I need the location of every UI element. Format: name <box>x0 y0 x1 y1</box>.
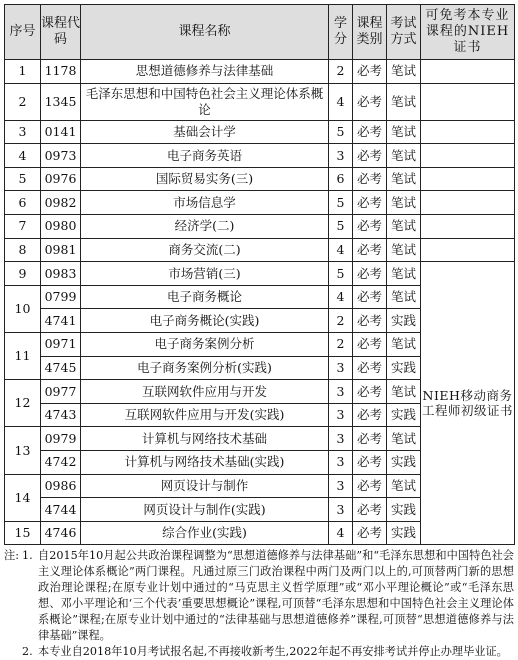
seq-cell: 12 <box>5 380 41 427</box>
name-cell: 电子商务案例分析 <box>81 332 329 356</box>
category-cell: 必考 <box>353 262 387 286</box>
code-cell: 1345 <box>41 83 81 120</box>
name-cell: 毛泽东思想和中国特色社会主义理论体系概论 <box>81 83 329 120</box>
name-cell: 计算机与网络技术基础 <box>81 427 329 451</box>
seq-cell: 8 <box>5 238 41 262</box>
header-category: 课程类别 <box>353 5 387 60</box>
category-cell: 必考 <box>353 450 387 474</box>
name-cell: 计算机与网络技术基础(实践) <box>81 450 329 474</box>
seq-cell: 6 <box>5 191 41 215</box>
table-row <box>5 83 515 120</box>
category-cell: 必考 <box>353 332 387 356</box>
exam-cell: 笔试 <box>387 332 421 356</box>
header-cert: 可免考本专业课程的NIEH证书 <box>421 5 515 60</box>
exam-cell: 实践 <box>387 309 421 333</box>
credit-cell: 3 <box>329 427 353 451</box>
code-cell: 0981 <box>41 238 81 262</box>
code-cell: 4741 <box>41 309 81 333</box>
table-row <box>5 120 515 144</box>
code-cell: 0980 <box>41 214 81 238</box>
credit-cell: 5 <box>329 262 353 286</box>
note-number: 1. <box>22 549 33 562</box>
exam-cell: 笔试 <box>387 83 421 120</box>
cert-cell: NIEH移动商务工程师初级证书 <box>421 262 515 545</box>
note-item <box>4 548 514 644</box>
note-text: 本专业自2018年10月考试报名起,不再接收新考生,2022年起不再安排考试并停止办理毕业证。 <box>38 645 508 658</box>
exam-cell: 笔试 <box>387 262 421 286</box>
name-cell: 市场信息学 <box>81 191 329 215</box>
category-cell: 必考 <box>353 474 387 498</box>
name-cell: 电子商务概论 <box>81 285 329 309</box>
cert-cell-empty <box>421 83 515 120</box>
credit-cell: 2 <box>329 332 353 356</box>
category-cell: 必考 <box>353 214 387 238</box>
seq-cell: 2 <box>5 83 41 120</box>
credit-cell: 4 <box>329 238 353 262</box>
table-row <box>5 214 515 238</box>
code-cell: 0141 <box>41 120 81 144</box>
note-text: 自2015年10月起公共政治课程调整为“思想道德修养与法律基础”和“毛泽东思想和中国特色社会主义理论体系概论”两门课程。凡通过原三门政治课程中两门及两门以上的,可顶替两门新的思想政治理论课程;在原专业计划中通过的“马克思主义哲学原理”或“邓小平理论概论”或“毛泽东思想、邓小平理论和‘三个代表’重要思想概论”课程,可顶替“毛泽东思想和中国特色社会主义理论体系概论”课程;在原专业计划中通过的“法律基础与思想道德修养”课程,可顶替“思想道德修养与法律基础”课程。 <box>38 549 514 642</box>
credit-cell: 3 <box>329 474 353 498</box>
note-item <box>4 644 514 660</box>
cert-cell-empty <box>421 120 515 144</box>
code-cell: 4745 <box>41 356 81 380</box>
credit-cell: 4 <box>329 83 353 120</box>
exam-cell: 笔试 <box>387 474 421 498</box>
category-cell: 必考 <box>353 120 387 144</box>
seq-cell: 1 <box>5 60 41 84</box>
category-cell: 必考 <box>353 60 387 84</box>
category-cell: 必考 <box>353 144 387 168</box>
seq-cell: 15 <box>5 521 41 545</box>
name-cell: 商务交流(二) <box>81 238 329 262</box>
code-cell: 0799 <box>41 285 81 309</box>
cert-cell-empty <box>421 191 515 215</box>
exam-cell: 实践 <box>387 403 421 427</box>
code-cell: 0971 <box>41 332 81 356</box>
category-cell: 必考 <box>353 498 387 522</box>
code-cell: 0976 <box>41 167 81 191</box>
name-cell: 互联网软件应用与开发(实践) <box>81 403 329 427</box>
seq-cell: 7 <box>5 214 41 238</box>
cert-cell-empty <box>421 60 515 84</box>
credit-cell: 5 <box>329 191 353 215</box>
seq-cell: 4 <box>5 144 41 168</box>
exam-cell: 实践 <box>387 498 421 522</box>
table-row <box>5 191 515 215</box>
seq-cell: 10 <box>5 285 41 332</box>
exam-cell: 实践 <box>387 356 421 380</box>
credit-cell: 4 <box>329 285 353 309</box>
name-cell: 国际贸易实务(三) <box>81 167 329 191</box>
header-code: 课程代码 <box>41 5 81 60</box>
header-seq: 序号 <box>5 5 41 60</box>
course-table <box>4 4 515 545</box>
exam-cell: 笔试 <box>387 191 421 215</box>
code-cell: 4743 <box>41 403 81 427</box>
header-name: 课程名称 <box>81 5 329 60</box>
category-cell: 必考 <box>353 380 387 404</box>
category-cell: 必考 <box>353 191 387 215</box>
exam-cell: 笔试 <box>387 120 421 144</box>
credit-cell: 3 <box>329 144 353 168</box>
table-row <box>5 167 515 191</box>
code-cell: 4746 <box>41 521 81 545</box>
credit-cell: 4 <box>329 521 353 545</box>
exam-cell: 笔试 <box>387 427 421 451</box>
code-cell: 4742 <box>41 450 81 474</box>
exam-cell: 笔试 <box>387 144 421 168</box>
credit-cell: 5 <box>329 214 353 238</box>
exam-cell: 笔试 <box>387 167 421 191</box>
name-cell: 电子商务英语 <box>81 144 329 168</box>
credit-cell: 5 <box>329 120 353 144</box>
name-cell: 经济学(二) <box>81 214 329 238</box>
name-cell: 互联网软件应用与开发 <box>81 380 329 404</box>
seq-cell: 14 <box>5 474 41 521</box>
exam-cell: 实践 <box>387 450 421 474</box>
category-cell: 必考 <box>353 521 387 545</box>
code-cell: 1178 <box>41 60 81 84</box>
exam-cell: 笔试 <box>387 238 421 262</box>
exam-cell: 实践 <box>387 521 421 545</box>
exam-cell: 笔试 <box>387 285 421 309</box>
table-row <box>5 238 515 262</box>
seq-cell: 13 <box>5 427 41 474</box>
name-cell: 基础会计学 <box>81 120 329 144</box>
credit-cell: 3 <box>329 403 353 427</box>
category-cell: 必考 <box>353 238 387 262</box>
note-number: 2. <box>22 645 33 658</box>
category-cell: 必考 <box>353 167 387 191</box>
credit-cell: 3 <box>329 450 353 474</box>
code-cell: 0982 <box>41 191 81 215</box>
code-cell: 0979 <box>41 427 81 451</box>
category-cell: 必考 <box>353 356 387 380</box>
name-cell: 思想道德修养与法律基础 <box>81 60 329 84</box>
credit-cell: 3 <box>329 498 353 522</box>
category-cell: 必考 <box>353 83 387 120</box>
name-cell: 综合作业(实践) <box>81 521 329 545</box>
notes <box>4 548 514 660</box>
category-cell: 必考 <box>353 309 387 333</box>
credit-cell: 2 <box>329 309 353 333</box>
table-row <box>5 262 515 286</box>
seq-cell: 3 <box>5 120 41 144</box>
exam-cell: 笔试 <box>387 214 421 238</box>
category-cell: 必考 <box>353 285 387 309</box>
code-cell: 0973 <box>41 144 81 168</box>
credit-cell: 3 <box>329 356 353 380</box>
exam-cell: 笔试 <box>387 380 421 404</box>
header-exam: 考试方式 <box>387 5 421 60</box>
code-cell: 0986 <box>41 474 81 498</box>
credit-cell: 3 <box>329 380 353 404</box>
name-cell: 市场营销(三) <box>81 262 329 286</box>
cert-cell-empty <box>421 238 515 262</box>
name-cell: 网页设计与制作 <box>81 474 329 498</box>
category-cell: 必考 <box>353 427 387 451</box>
header-credit: 学分 <box>329 5 353 60</box>
code-cell: 0977 <box>41 380 81 404</box>
credit-cell: 6 <box>329 167 353 191</box>
credit-cell: 2 <box>329 60 353 84</box>
seq-cell: 9 <box>5 262 41 286</box>
name-cell: 电子商务概论(实践) <box>81 309 329 333</box>
cert-cell-empty <box>421 214 515 238</box>
name-cell: 电子商务案例分析(实践) <box>81 356 329 380</box>
code-cell: 0983 <box>41 262 81 286</box>
exam-cell: 笔试 <box>387 60 421 84</box>
cert-cell-empty <box>421 167 515 191</box>
name-cell: 网页设计与制作(实践) <box>81 498 329 522</box>
table-row <box>5 60 515 84</box>
table-header-row <box>5 5 515 60</box>
seq-cell: 11 <box>5 332 41 379</box>
category-cell: 必考 <box>353 403 387 427</box>
cert-cell-empty <box>421 144 515 168</box>
table-row <box>5 144 515 168</box>
notes-prefix-spacer <box>4 644 22 660</box>
notes-prefix: 注: <box>4 549 19 562</box>
seq-cell: 5 <box>5 167 41 191</box>
code-cell: 4744 <box>41 498 81 522</box>
